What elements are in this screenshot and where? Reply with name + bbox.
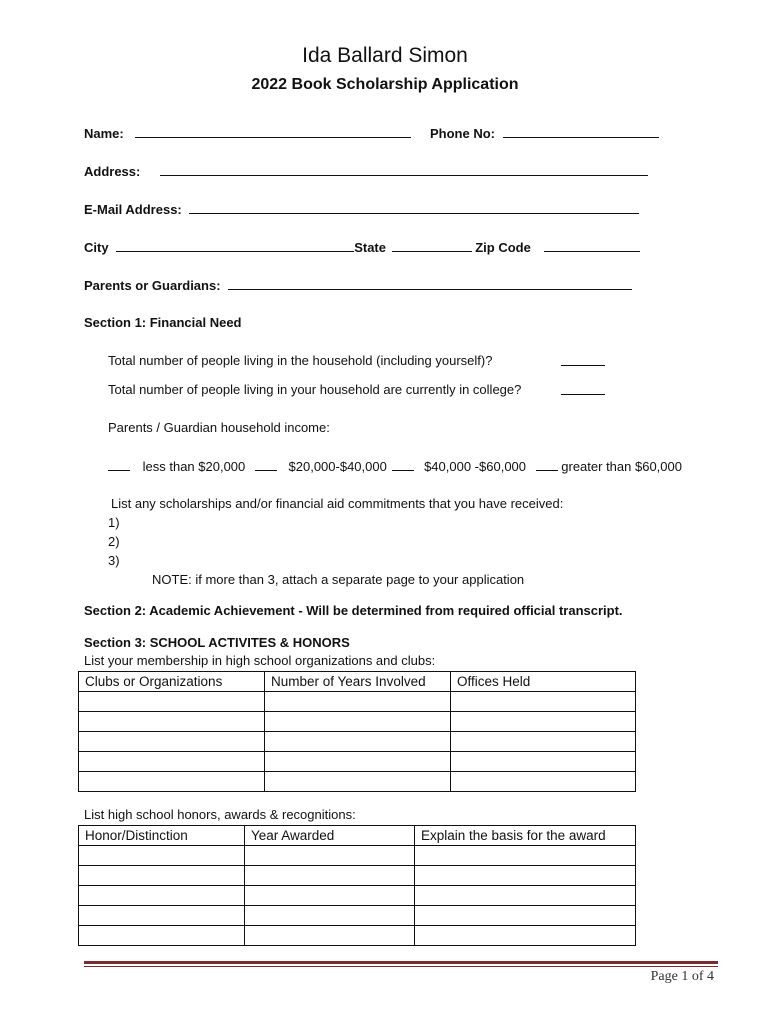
table-cell[interactable] — [415, 886, 636, 906]
list-item: 3) — [108, 553, 120, 568]
scholarship-note: NOTE: if more than 3, attach a separate page to your application — [152, 572, 525, 587]
table-cell[interactable] — [79, 772, 265, 792]
address-field[interactable] — [160, 163, 648, 176]
income-checkbox-3[interactable] — [392, 458, 414, 471]
table-row — [79, 712, 636, 732]
income-label: Parents / Guardian household income: — [108, 420, 330, 435]
table-row — [79, 692, 636, 712]
table-row — [79, 906, 636, 926]
table-header-row — [79, 826, 636, 846]
table-cell[interactable] — [415, 906, 636, 926]
table-cell[interactable] — [79, 692, 265, 712]
college-question: Total number of people living in your household are currently in college? — [108, 382, 522, 397]
table-cell[interactable] — [415, 926, 636, 946]
table-cell[interactable] — [245, 926, 415, 946]
table-cell[interactable] — [451, 772, 636, 792]
table-row — [79, 752, 636, 772]
list-item: 2) — [108, 534, 120, 549]
parents-row — [84, 277, 632, 293]
table-cell[interactable] — [79, 732, 265, 752]
email-row — [84, 201, 639, 217]
table-cell[interactable] — [451, 732, 636, 752]
state-field[interactable] — [392, 239, 472, 252]
column-header: Clubs or Organizations — [79, 672, 265, 692]
income-option-2: $20,000-$40,000 — [288, 459, 387, 474]
column-header: Year Awarded — [245, 826, 415, 846]
income-options-row — [108, 458, 682, 474]
parents-label: Parents or Guardians: — [84, 278, 221, 293]
zip-label: Zip Code — [475, 240, 531, 255]
list-item: 1) — [108, 515, 120, 530]
footer-divider-thin — [84, 966, 718, 967]
city-row — [84, 239, 640, 255]
table-row — [79, 846, 636, 866]
email-field[interactable] — [189, 201, 639, 214]
table-cell[interactable] — [79, 752, 265, 772]
table-cell[interactable] — [265, 772, 451, 792]
income-option-3: $40,000 -$60,000 — [424, 459, 527, 474]
table-cell[interactable] — [265, 692, 451, 712]
city-field[interactable] — [116, 239, 354, 252]
column-header: Number of Years Involved — [265, 672, 451, 692]
table-cell[interactable] — [451, 752, 636, 772]
table-row — [79, 732, 636, 752]
table-cell[interactable] — [415, 866, 636, 886]
income-checkbox-4[interactable] — [536, 458, 558, 471]
table-row — [79, 886, 636, 906]
name-field[interactable] — [135, 125, 411, 138]
name-row — [84, 125, 411, 141]
city-label: City — [84, 240, 109, 255]
footer-divider — [84, 961, 718, 964]
email-label: E-Mail Address: — [84, 202, 182, 217]
income-option-1: less than $20,000 — [142, 459, 246, 474]
table-header-row — [79, 672, 636, 692]
household-question: Total number of people living in the household (including yourself)? — [108, 353, 493, 368]
scholarships-prompt: List any scholarships and/or financial aid commitments that you have received: — [111, 496, 564, 511]
zip-field[interactable] — [544, 239, 640, 252]
name-label: Name: — [84, 126, 124, 141]
phone-label: Phone No: — [430, 126, 495, 141]
table-row — [79, 772, 636, 792]
table-cell[interactable] — [245, 906, 415, 926]
address-label: Address: — [84, 164, 141, 179]
form-subtitle: 2022 Book Scholarship Application — [251, 76, 519, 93]
table-cell[interactable] — [265, 732, 451, 752]
honors-prompt: List high school honors, awards & recognitions: — [84, 807, 356, 822]
phone-field[interactable] — [503, 125, 659, 138]
clubs-prompt: List your membership in high school organizations and clubs: — [84, 653, 436, 668]
table-cell[interactable] — [265, 752, 451, 772]
income-checkbox-2[interactable] — [255, 458, 277, 471]
table-cell[interactable] — [79, 926, 245, 946]
table-cell[interactable] — [79, 906, 245, 926]
table-cell[interactable] — [79, 886, 245, 906]
college-answer-field[interactable] — [561, 382, 605, 395]
scholarship-list — [108, 513, 120, 570]
income-option-4: greater than $60,000 — [561, 459, 682, 474]
table-cell[interactable] — [245, 886, 415, 906]
column-header: Honor/Distinction — [79, 826, 245, 846]
column-header: Offices Held — [451, 672, 636, 692]
phone-row — [430, 125, 659, 141]
table-cell[interactable] — [79, 712, 265, 732]
table-cell[interactable] — [265, 712, 451, 732]
table-row — [79, 866, 636, 886]
income-checkbox-1[interactable] — [108, 458, 130, 471]
section2-heading: Section 2: Academic Achievement - Will be determined from required official transcript. — [84, 603, 623, 618]
section1-heading: Section 1: Financial Need — [84, 315, 242, 330]
honors-table — [78, 825, 636, 946]
table-cell[interactable] — [79, 866, 245, 886]
state-label: State — [354, 240, 386, 255]
table-cell[interactable] — [245, 866, 415, 886]
household-answer-field[interactable] — [561, 353, 605, 366]
section3-heading: Section 3: SCHOOL ACTIVITES & HONORS — [84, 635, 350, 650]
parents-field[interactable] — [228, 277, 632, 290]
table-cell[interactable] — [79, 846, 245, 866]
column-header: Explain the basis for the award — [415, 826, 636, 846]
table-cell[interactable] — [245, 846, 415, 866]
clubs-table — [78, 671, 636, 792]
table-cell[interactable] — [451, 692, 636, 712]
form-title: Ida Ballard Simon — [302, 44, 468, 67]
address-row — [84, 163, 648, 179]
table-cell[interactable] — [415, 846, 636, 866]
table-cell[interactable] — [451, 712, 636, 732]
table-row — [79, 926, 636, 946]
page-number: Page 1 of 4 — [650, 969, 714, 984]
